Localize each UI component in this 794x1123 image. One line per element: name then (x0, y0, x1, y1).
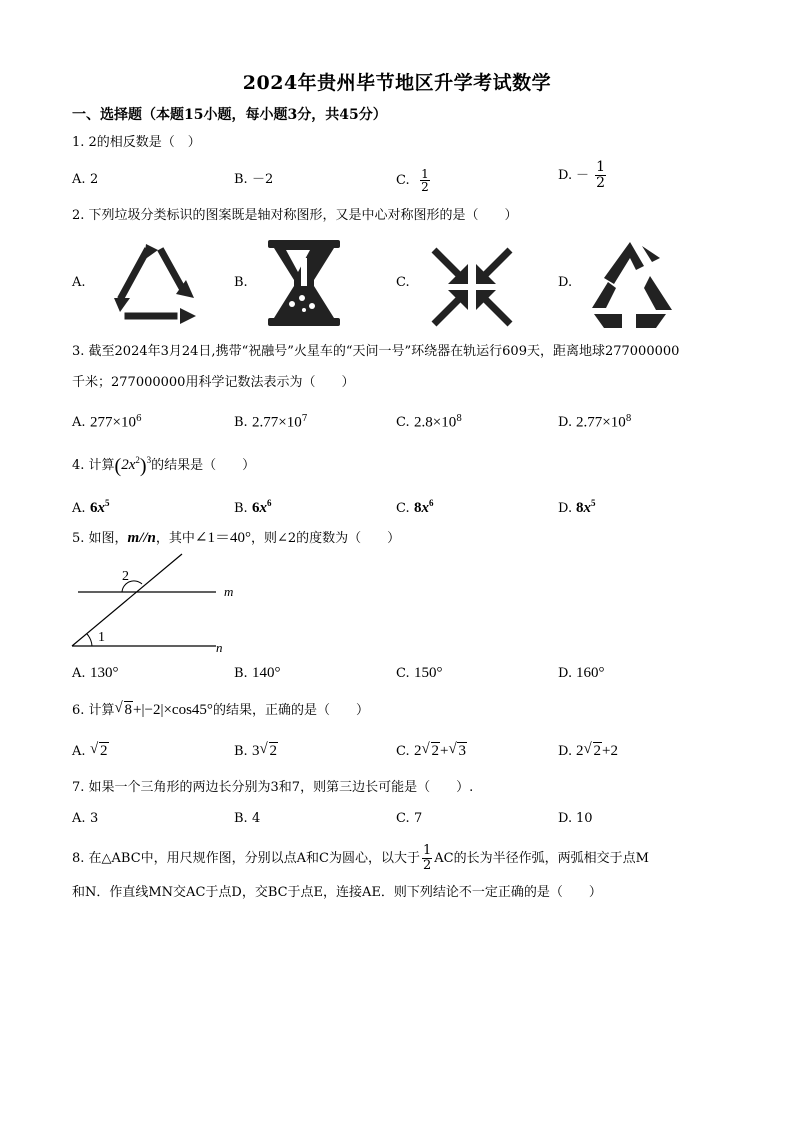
q1-option-c[interactable]: C. $\frac{1}{2}$ (396, 167, 429, 194)
recycle-triangle-icon[interactable] (586, 238, 674, 330)
question-6-stem: 6. 计算√ 8+|−2|×cos45°的结果，正确的是（ ） (72, 701, 369, 720)
recycle-arrows-icon[interactable] (104, 240, 204, 326)
q2-option-c-label[interactable]: C. (396, 275, 410, 290)
q2-option-b-label[interactable]: B. (234, 275, 248, 290)
fraction: $\frac{1}{2}$ (423, 843, 432, 873)
fraction: $\frac{1}{2}$ (421, 167, 429, 194)
question-8-stem-line2: 和N．作直线MN交AC于点D，交BC于点E，连接AE．则下列结论不一定正确的是（ ） (72, 885, 602, 900)
q3-option-d[interactable]: D. $2.77\times 10^8$ (558, 414, 632, 431)
q5-option-c[interactable]: C. 150° (396, 665, 443, 681)
q2-option-d-label[interactable]: D. (558, 275, 573, 290)
angle-2-label: 2 (122, 569, 129, 584)
line-m-label: m (224, 584, 234, 599)
q3-option-c[interactable]: C. $2.8\times 10^8$ (396, 414, 462, 431)
q7-option-a[interactable]: A. 3 (72, 811, 99, 826)
q1-option-d[interactable]: D. － $\frac{1}{2}$ (558, 159, 606, 191)
q3-option-a[interactable]: A. $277\times 10^6$ (72, 414, 142, 431)
parallel-lines-figure (70, 550, 250, 656)
question-4-stem: 4. 计算$(2x^2)^3$的结果是（ ） (72, 455, 256, 477)
question-1-stem: 1. 2的相反数是（ ） (72, 135, 201, 150)
q2-option-a-label[interactable]: A. (72, 275, 86, 290)
q6-option-d[interactable]: D. 2√ 2+2 (558, 742, 618, 761)
question-7-stem: 7. 如果一个三角形的两边长分别为3和7，则第三边长可能是（ ）. (72, 780, 474, 795)
q7-option-b[interactable]: B. 4 (234, 811, 261, 826)
q4-option-c[interactable]: C. $8x^6$ (396, 498, 434, 516)
question-5-stem: 5. 如图，m//n，其中∠1＝40°，则∠2的度数为（ ） (72, 530, 401, 546)
q7-option-d[interactable]: D. 10 (558, 811, 593, 826)
q4-option-a[interactable]: A. $6x^5$ (72, 498, 110, 516)
q7-option-c[interactable]: C. 7 (396, 811, 423, 826)
section-heading: 一、选择题（本题15小题，每小题3分，共45分） (72, 107, 387, 123)
q6-option-c[interactable]: C. 2√ 2+√ 3 (396, 742, 467, 761)
hourglass-flask-icon[interactable] (262, 238, 346, 328)
page-title: 2024年贵州毕节地区升学考试数学 (242, 72, 552, 94)
angle-1-label: 1 (98, 630, 105, 645)
q3-option-b[interactable]: B. $2.77\times 10^7$ (234, 414, 308, 431)
q1-option-a[interactable]: A. 2 (72, 172, 99, 187)
line-n-label: n (216, 640, 223, 655)
fraction: $\frac{1}{2}$ (596, 159, 606, 191)
question-3-stem-line1: 3. 截至2024年3月24日,携带“祝融号”火星车的“天问一号”环绕器在轨运行609天，距离地球277000000 (72, 344, 680, 359)
question-2-stem: 2. 下列垃圾分类标识的图案既是轴对称图形，又是中心对称图形的是（ ） (72, 208, 518, 223)
q6-option-a[interactable]: A.√ 2 (72, 742, 109, 761)
q5-option-a[interactable]: A. 130° (72, 665, 119, 681)
question-8-stem-line1: 8. 在△ABC中，用尺规作图，分别以点A和C为圆心，以大于 $\frac{1}{2}$ AC的长为半径作弧，两弧相交于点M (72, 843, 649, 873)
q4-option-d[interactable]: D. $8x^5$ (558, 498, 596, 516)
q5-option-d[interactable]: D. 160° (558, 665, 605, 681)
q4-option-b[interactable]: B. $6x^6$ (234, 498, 272, 516)
question-3-stem-line2: 千米；277000000用科学记数法表示为（ ） (72, 375, 355, 390)
q1-option-b[interactable]: B. －2 (234, 172, 274, 187)
four-arrows-inward-icon[interactable] (430, 246, 514, 328)
q6-option-b[interactable]: B. 3√ 2 (234, 742, 278, 761)
q5-option-b[interactable]: B. 140° (234, 665, 281, 681)
transversal-line (72, 554, 182, 646)
